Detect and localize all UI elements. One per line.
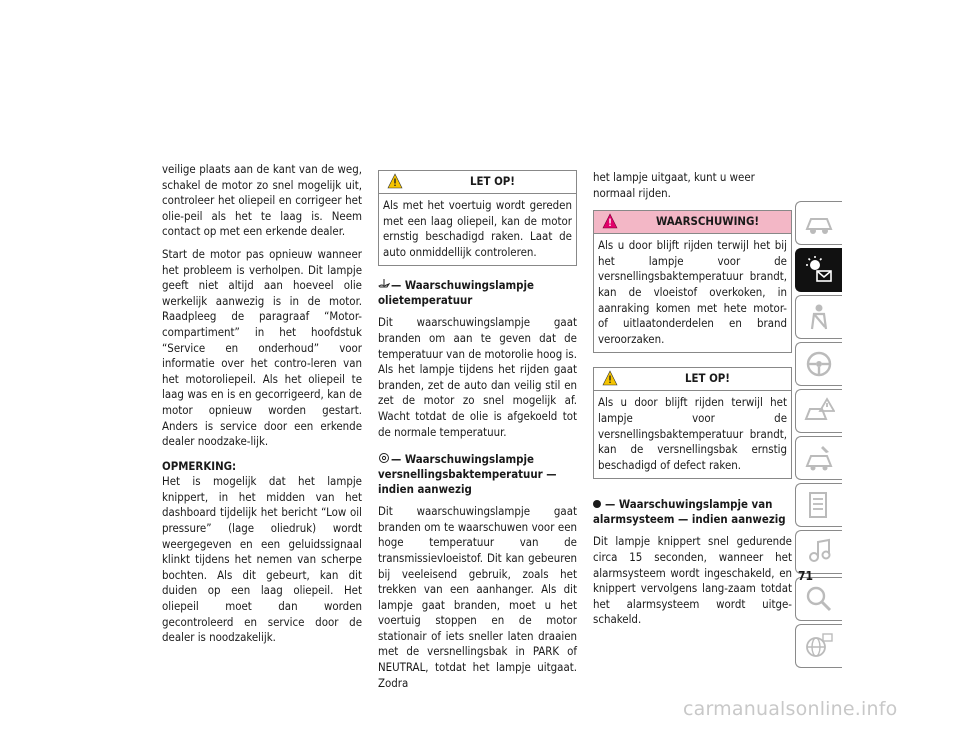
paragraph: Dit waarschuwingslampje gaat branden om aan te geven dat de temperatuur van de motorolie hoog is. Als het lampje tijdens het rijden gaat branden, zet de auto dan veilig stil en zet de motor zo snel mogelijk af. Wacht totdat de olie is afgekoeld tot de normale temperatuur. [378, 315, 577, 439]
caution-text: Als met het voertuig wordt gereden met een laag oliepeil, kan de motor ernstig beschadigd raken. Laat de auto onmiddellijk controleren. [383, 198, 572, 259]
chapter-tabs [795, 201, 841, 671]
paragraph: het lampje uitgaat, kunt u weer normaal rijden. [593, 170, 755, 200]
page-number: 71 [798, 569, 814, 583]
oil-temperature-icon [378, 278, 390, 290]
text-column-middle [378, 170, 577, 698]
warning-title: WAARSCHUWING! [655, 214, 760, 229]
seatbelt-safety-icon [803, 301, 835, 333]
caution-box-header [594, 368, 791, 391]
alarm-indicator-icon [593, 500, 601, 508]
car-service-icon [803, 442, 835, 474]
search-index-icon [803, 583, 835, 615]
warning-text: Als u door blijft rijden terwijl het bij het lampje voor de versnellingsbaktemperatuur brandt, kan de vloeistof overkoken, in aanraking komen met hete motor- of uitlaatonderdelen en brand veroorzaken. [598, 238, 787, 346]
tab-index[interactable] [795, 577, 842, 621]
note-text: Het is mogelijk dat het lampje knippert, in het midden van het dashboard tijdelijk het bericht “Low oil pressure” (lage oliedruk) wordt weergegeven en een geluidssignaal klinkt tijdens het nemen van scherpe bochten. Als dit gebeurt, kan dit duiden op een laag oliepeil. Het oliepeil moet dan worden gecontroleerd en service door de dealer is noodzakelijk. [162, 474, 362, 645]
text-column-left [162, 162, 362, 653]
caution-box-header [379, 171, 576, 194]
paragraph: Start de motor pas opnieuw wanneer het probleem is verholpen. Dit lampje geeft niet altijd aan hoeveel olie werkelijk aanwezig is in de motor. Raadpleeg de paragraaf “Motor-compartiment” in het hoofdstuk “Service en onderhoud” voor informatie over het contro-leren van het motoroliepeil. Als het oliepeil te laag was en is en gecorrigeerd, kan de motor opnieuw worden gestart. Anders is service door een erkende dealer noodzake-lijk. [162, 246, 362, 449]
specifications-list-icon [803, 489, 835, 521]
caution-text: Als u door blijft rijden terwijl het lampje voor de versnellingsbaktemperatuur brandt, kan de versnellingsbak ernstig beschadigd of defect raken. [598, 395, 787, 472]
warning-box [593, 210, 792, 353]
warning-box-header [594, 211, 791, 234]
caution-title: LET OP! [470, 174, 515, 188]
paragraph: Dit waarschuwingslampje gaat branden om te waarschuwen voor een hoge temperatuur van de transmissievloeistof. Dit kan gebeuren bij veeleisend gebruik, zoals het trekken van een aanhanger. Als dit lampje gaat branden, moet u het voertuig stoppen en de motor stationair of iets sneller laten draaien met de versnellingsbak in PARK of NEUTRAL, totdat het lampje uitgaat. Zodra [378, 504, 577, 690]
multimedia-icon [803, 536, 835, 568]
tab-dashboard-warnings[interactable] [795, 248, 842, 292]
car-interior-icon [803, 207, 835, 239]
section-heading-transmission-temp: — Waarschuwingslampje versnellingsbaktemperatuur — indien aanwezig [378, 452, 557, 497]
note-label: OPMERKING: [162, 458, 237, 473]
language-globe-icon [803, 630, 835, 662]
text-column-right [593, 170, 792, 635]
caution-box [378, 170, 577, 266]
tab-specifications[interactable] [795, 483, 842, 527]
section-heading-oil-temp: — Waarschuwingslampje olietemperatuur [378, 278, 534, 308]
tab-multimedia[interactable] [795, 530, 842, 574]
tab-car-interior[interactable] [795, 201, 842, 245]
dashboard-warning-icon [803, 254, 835, 286]
transmission-temperature-icon [378, 452, 390, 464]
note [162, 459, 362, 646]
tab-languages[interactable] [795, 624, 842, 668]
car-emergency-icon [803, 395, 835, 427]
paragraph: Dit lampje knippert snel gedurende circa 15 seconden, wanneer het alarmsysteem wordt ingeschakeld, en knippert vervolgens lang-zaam totdat het alarmsysteem wordt uitge-schakeld. [593, 534, 792, 627]
tab-emergency[interactable] [795, 389, 842, 433]
tab-service[interactable] [795, 436, 842, 480]
section-heading-alarm: — Waarschuwingslampje van alarmsysteem — indien aanwezig [593, 497, 786, 527]
caution-title: LET OP! [685, 371, 730, 386]
steering-wheel-icon [803, 348, 835, 380]
tab-starting-driving[interactable] [795, 342, 842, 386]
paragraph: veilige plaats aan de kant van de weg, schakel de motor zo snel mogelijk uit, controleer het oliepeil en corrigeer het olie-peil als het te laag is. Neem contact op met een erkende dealer. [162, 162, 362, 239]
tab-safety[interactable] [795, 295, 842, 339]
watermark: carmanualsonline.info [683, 698, 898, 720]
caution-box [593, 367, 792, 479]
